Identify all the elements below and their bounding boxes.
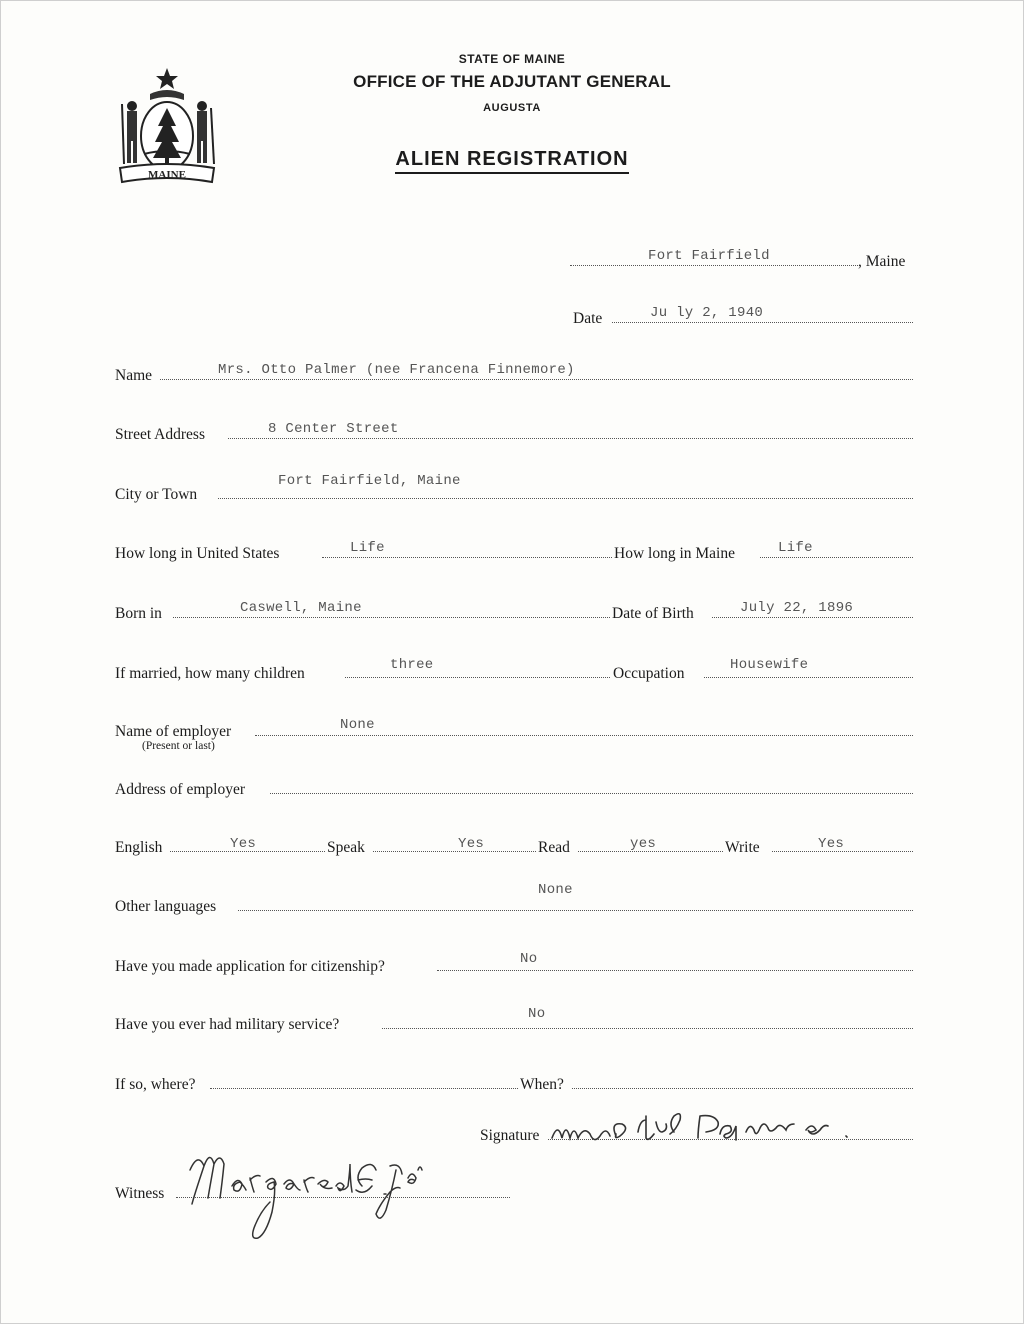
name-line <box>160 379 913 380</box>
name-value: Mrs. Otto Palmer (nee Francena Finnemore) <box>218 362 575 378</box>
other-languages-line <box>238 910 913 911</box>
how-long-maine-line <box>760 557 913 558</box>
employer-label: Name of employer <box>115 723 232 740</box>
military-value: No <box>528 1006 546 1022</box>
children-label: If married, how many children <box>115 665 305 682</box>
signature-label: Signature <box>480 1127 540 1144</box>
city-label: City or Town <box>115 486 198 503</box>
street-address-value: 8 Center Street <box>268 421 399 437</box>
form-title-text: ALIEN REGISTRATION <box>395 148 628 174</box>
when-label: When? <box>520 1076 564 1093</box>
place-suffix: , Maine <box>858 253 906 270</box>
date-of-birth-value: July 22, 1896 <box>740 600 854 616</box>
city-line <box>218 498 913 499</box>
born-in-value: Caswell, Maine <box>240 600 362 616</box>
form-title <box>0 148 1024 171</box>
header-office: OFFICE OF THE ADJUTANT GENERAL <box>353 72 671 91</box>
write-value: Yes <box>818 836 845 852</box>
occupation-label: Occupation <box>613 665 685 682</box>
date-label: Date <box>573 310 603 327</box>
other-languages-label: Other languages <box>115 898 217 915</box>
speak-label: Speak <box>327 839 365 856</box>
military-line <box>382 1028 913 1029</box>
read-label: Read <box>538 839 570 856</box>
date-of-birth-line <box>712 617 913 618</box>
employer-line <box>255 735 913 736</box>
where-label: If so, where? <box>115 1076 196 1093</box>
date-line <box>612 322 913 323</box>
citizenship-line <box>437 970 913 971</box>
read-value: yes <box>630 836 657 852</box>
header-city: AUGUSTA <box>483 102 541 114</box>
born-in-line <box>173 617 610 618</box>
other-languages-value: None <box>538 882 573 898</box>
header-state: STATE OF MAINE <box>458 52 566 66</box>
speak-line <box>373 851 536 852</box>
city-value: Fort Fairfield, Maine <box>278 473 461 489</box>
english-value: Yes <box>230 836 257 852</box>
children-value: three <box>390 657 434 673</box>
how-long-us-label: How long in United States <box>115 545 280 562</box>
how-long-maine-label: How long in Maine <box>614 545 735 562</box>
street-address-label: Street Address <box>115 426 205 443</box>
speak-value: Yes <box>458 836 485 852</box>
employer-address-label: Address of employer <box>115 781 245 798</box>
write-label: Write <box>725 839 760 856</box>
born-in-label: Born in <box>115 605 162 622</box>
occupation-line <box>704 677 913 678</box>
military-label: Have you ever had military service? <box>115 1016 340 1033</box>
how-long-us-value: Life <box>350 540 385 556</box>
employer-sublabel: (Present or last) <box>142 740 215 752</box>
citizenship-value: No <box>520 951 538 967</box>
name-label: Name <box>115 367 153 384</box>
when-line <box>572 1088 913 1089</box>
date-value: Ju ly 2, 1940 <box>650 305 764 321</box>
how-long-us-line <box>322 557 612 558</box>
place-line <box>570 265 858 266</box>
date-of-birth-label: Date of Birth <box>612 605 694 622</box>
citizenship-label: Have you made application for citizenship? <box>115 958 385 975</box>
witness-label: Witness <box>115 1185 165 1202</box>
english-label: English <box>115 839 163 856</box>
how-long-maine-value: Life <box>778 540 813 556</box>
employer-value: None <box>340 717 375 733</box>
place-value: Fort Fairfield <box>648 248 770 264</box>
employer-address-line <box>270 793 913 794</box>
children-line <box>345 677 610 678</box>
where-line <box>210 1088 518 1089</box>
occupation-value: Housewife <box>730 657 809 673</box>
street-address-line <box>228 438 913 439</box>
seal-text: MAINE <box>148 169 186 181</box>
